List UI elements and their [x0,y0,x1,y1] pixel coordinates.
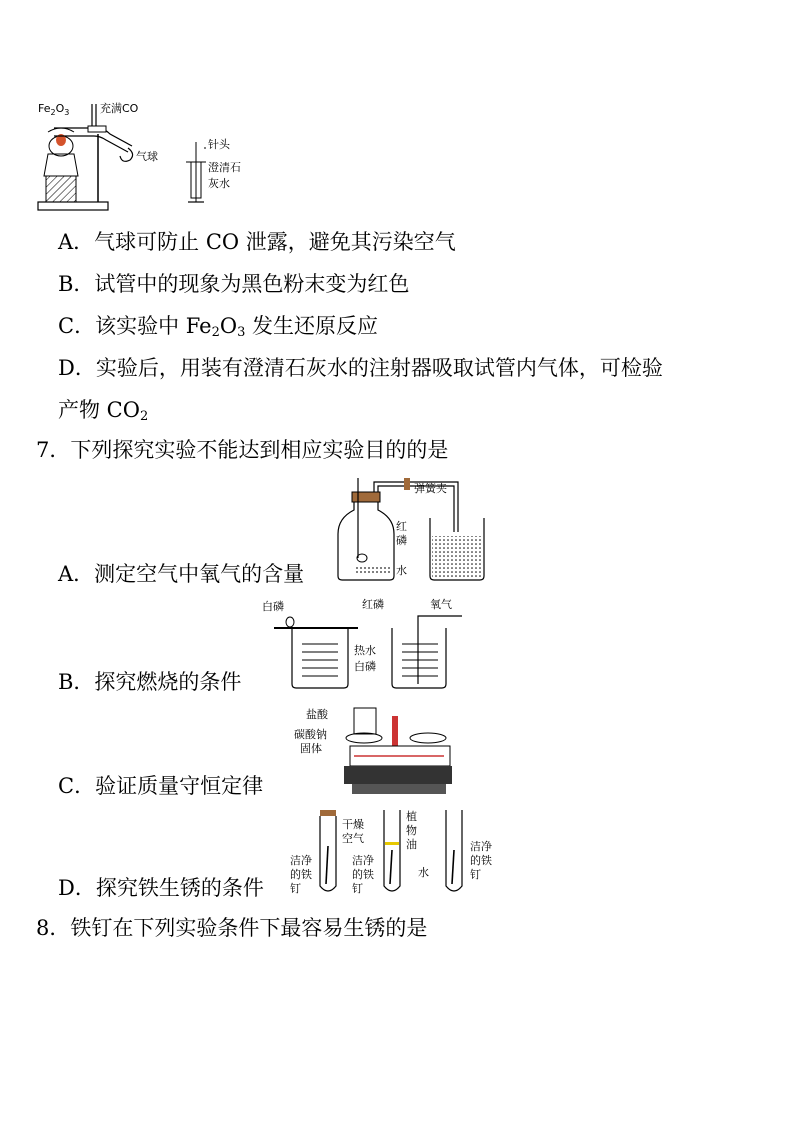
label-balloon: 气球 [136,150,158,163]
label-co: 充满CO [100,102,139,115]
q7-option-c: C．验证质量守恒定律 [58,774,264,798]
label-carbonate-2: 固体 [300,742,322,755]
label-oil-2: 物 [406,824,417,837]
label-white-p2: 白磷 [354,660,376,673]
label-water: 水 [396,564,407,577]
figure-co-reduction [36,98,266,216]
label-oil-1: 植 [406,810,417,823]
figure-7a-oxygen [334,478,504,586]
label-nail3-1: 洁净 [470,840,492,853]
label-nail1-1: 洁净 [290,854,312,867]
label-nail2-3: 钉 [352,882,363,895]
label-clamp: 弹簧夹 [414,482,447,495]
label-red-1: 红 [396,520,407,533]
label-nail3-3: 钉 [470,868,481,881]
q6-option-c: C．该实验中 $Fe_2O_3$ 发生还原反应 [58,314,379,340]
label-nail3-2: 的铁 [470,854,492,867]
label-nail1-3: 钉 [290,882,301,895]
figure-7b-combustion [262,596,472,694]
label-dry-air-1: 干燥 [342,818,364,831]
label-dry-air-2: 空气 [342,832,364,845]
label-hot-water: 热水 [354,644,376,657]
figure-7c-balance [282,704,452,802]
label-white-p: 白磷 [262,600,284,613]
q6-option-a: A．气球可防止 CO 泄露，避免其污染空气 [58,230,456,254]
label-fe2o3: $Fe_2O_3$ [38,102,70,117]
q6-option-b: B．试管中的现象为黑色粉末变为红色 [58,272,410,296]
label-red-2: 磷 [396,534,407,547]
label-water-d: 水 [418,866,429,879]
label-oil-3: 油 [406,838,417,851]
label-nail1-2: 的铁 [290,868,312,881]
label-needle: 针头 [208,138,230,151]
label-limewater-2: 灰水 [208,177,230,190]
q7-stem: 7．下列探究实验不能达到相应实验目的的是 [36,438,449,462]
label-limewater-1: 澄清石 [208,161,241,174]
figure-7d-rusting [290,806,500,902]
q7-option-b: B．探究燃烧的条件 [58,670,242,694]
q6-option-d-line2: 产物 $CO_2$ [58,398,149,424]
q7-option-d: D．探究铁生锈的条件 [58,876,264,900]
label-nail2-2: 的铁 [352,868,374,881]
q8-stem: 8．铁钉在下列实验条件下最容易生锈的是 [36,916,428,940]
label-carbonate-1: 碳酸钠 [294,728,327,741]
label-oxygen: 氧气 [430,598,452,611]
q7-option-a: A．测定空气中氧气的含量 [58,562,305,586]
label-acid: 盐酸 [306,708,328,721]
label-nail2-1: 洁净 [352,854,374,867]
q6-option-d-line1: D．实验后，用装有澄清石灰水的注射器吸取试管内气体，可检验 [58,356,663,380]
label-red-p: 红磷 [362,598,384,611]
